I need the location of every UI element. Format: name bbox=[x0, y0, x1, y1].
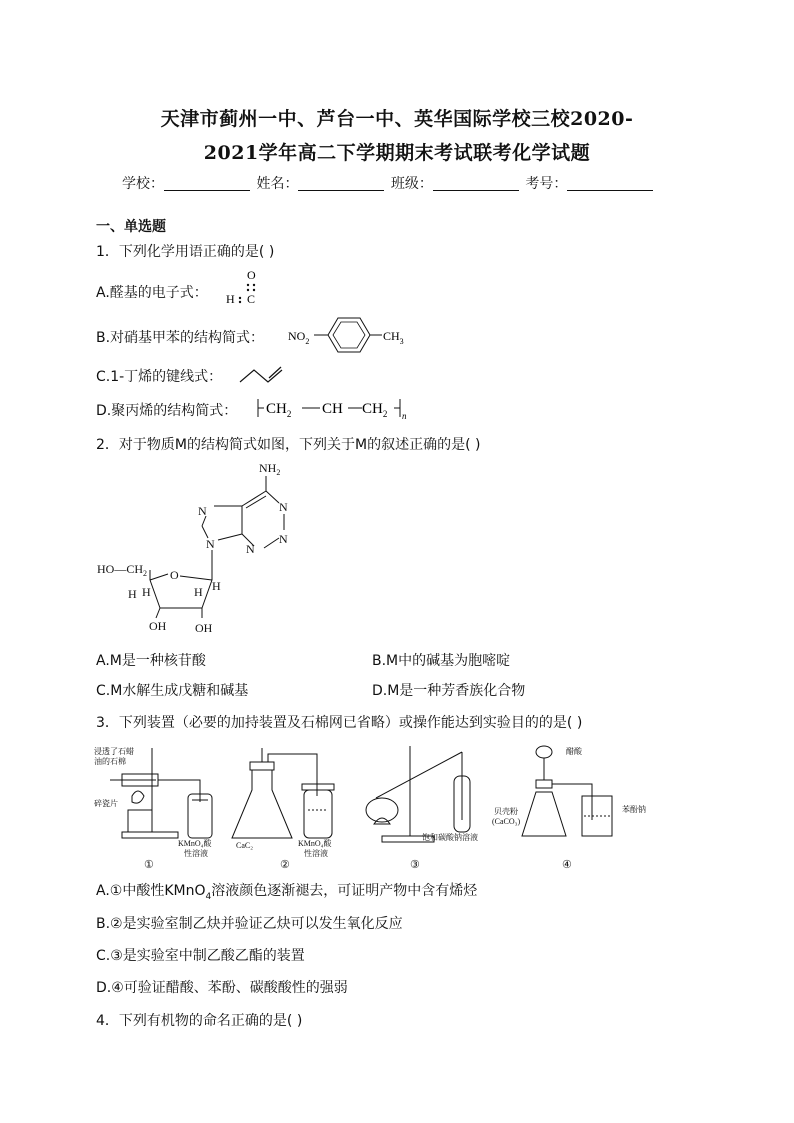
apparatus-label-1: ① bbox=[144, 859, 154, 871]
q3-option-a-pre: A.①中酸性KMnO bbox=[96, 883, 206, 899]
q1-stem: 1．下列化学用语正确的是( ) bbox=[96, 244, 275, 260]
paraffin-label-2: 油的石棉 bbox=[94, 757, 126, 766]
polymer-n: n bbox=[402, 411, 407, 421]
cac2-label: CaC₂ bbox=[236, 841, 254, 850]
number-label: 考号： bbox=[525, 176, 568, 192]
apparatus-label-4: ④ bbox=[562, 859, 572, 871]
q1-option-d[interactable]: D.聚丙烯的结构简式： bbox=[96, 403, 238, 419]
ch3-group: $CH_3$ bbox=[383, 329, 404, 346]
name-label: 姓名： bbox=[256, 176, 299, 192]
adenosine-structure bbox=[94, 458, 314, 640]
no2-group: $NO_2$ bbox=[288, 329, 310, 346]
oh-label-2: OH bbox=[195, 621, 213, 635]
acetic-label: 醋酸 bbox=[566, 747, 582, 756]
q1-option-c[interactable]: C.1-丁烯的键线式： bbox=[96, 369, 223, 385]
q3-option-a-sub: 4 bbox=[205, 891, 212, 902]
apparatus-label-2: ② bbox=[280, 859, 290, 871]
h-label-4: H bbox=[128, 587, 137, 601]
kmno4-label-1a: KMnO₄酸 bbox=[178, 839, 212, 848]
n3b-label: N bbox=[246, 542, 255, 556]
student-info-fields bbox=[122, 173, 655, 193]
shell-label-1: 贝壳粉 bbox=[494, 807, 518, 816]
h-label-2: H bbox=[194, 585, 203, 599]
shell-label-2: (CaCO₃) bbox=[492, 817, 521, 826]
school-label: 学校： bbox=[122, 176, 164, 192]
ring-o-label: O bbox=[170, 568, 179, 582]
polypropylene-formula bbox=[252, 395, 412, 423]
aldehyde-electron-formula bbox=[220, 266, 260, 308]
q2-option-b[interactable]: B.M中的碱基为胞嘧啶 bbox=[372, 653, 511, 669]
q1-option-b[interactable]: B.对硝基甲苯的结构简式： bbox=[96, 330, 265, 346]
q2-stem: 2．对于物质M的结构简式如图，下列关于M的叙述正确的是( ) bbox=[96, 437, 481, 453]
number-blank[interactable] bbox=[567, 176, 653, 191]
kmno4-label-1b: 性溶液 bbox=[184, 849, 208, 858]
kmno4-label-2a: KMnO₄酸 bbox=[298, 839, 332, 848]
n3-label: N bbox=[279, 532, 288, 546]
ch2-right: $CH_2$ bbox=[362, 401, 388, 419]
paraffin-label-1: 浸透了石蜡 bbox=[94, 747, 134, 756]
h-label-3: H bbox=[212, 579, 221, 593]
na2co3-label: 饱和碳酸钠溶液 bbox=[422, 833, 478, 842]
q3-stem: 3．下列装置（必要的加持装置及石棉网已省略）或操作能达到实验目的的是( ) bbox=[96, 715, 583, 731]
formula-c: C bbox=[247, 292, 256, 306]
q3-option-b[interactable]: B.②是实验室制乙炔并验证乙炔可以发生氧化反应 bbox=[96, 916, 403, 932]
nitrotoluene-structure bbox=[286, 314, 416, 354]
apparatus-label-3: ③ bbox=[410, 859, 420, 871]
q3-option-a-post: 溶液颜色逐渐褪去，可证明产物中含有烯烃 bbox=[211, 883, 478, 899]
q1-option-a[interactable]: A.醛基的电子式： bbox=[96, 285, 208, 301]
porcelain-label: 碎瓷片 bbox=[94, 799, 118, 808]
oh-label-1: OH bbox=[149, 619, 167, 633]
phenolate-label: 苯酚钠 bbox=[622, 805, 646, 814]
name-blank[interactable] bbox=[298, 176, 384, 191]
ho-ch2-label: $HO—CH_2$ bbox=[97, 562, 148, 578]
nh2-label: $NH_2$ bbox=[259, 461, 281, 477]
lab-apparatus-figure bbox=[92, 740, 662, 875]
school-blank[interactable] bbox=[164, 176, 250, 191]
ch2-left: $CH_2$ bbox=[266, 401, 292, 419]
n9-label: N bbox=[206, 537, 215, 551]
q2-option-a[interactable]: A.M是一种核苷酸 bbox=[96, 653, 206, 669]
butene-skeletal-formula bbox=[236, 362, 296, 388]
q2-option-c[interactable]: C.M水解生成戊糖和碱基 bbox=[96, 683, 249, 699]
h-label-1: H bbox=[142, 585, 151, 599]
q3-option-a[interactable] bbox=[96, 880, 477, 902]
class-label: 班级： bbox=[390, 176, 433, 192]
q3-option-c[interactable]: C.③是实验室中制乙酸乙酯的装置 bbox=[96, 948, 305, 964]
ch-center: CH bbox=[322, 401, 343, 417]
class-blank[interactable] bbox=[433, 176, 519, 191]
kmno4-label-2b: 性溶液 bbox=[304, 849, 328, 858]
n1-label: N bbox=[279, 500, 288, 514]
q4-stem: 4．下列有机物的命名正确的是( ) bbox=[96, 1013, 303, 1029]
q2-option-d[interactable]: D.M是一种芳香族化合物 bbox=[372, 683, 526, 699]
section-heading: 一、单选题 bbox=[96, 219, 166, 235]
formula-o: O bbox=[247, 268, 256, 282]
formula-h: H bbox=[226, 292, 235, 306]
n7-label: N bbox=[198, 504, 207, 518]
page-title-line2: 2021学年高二下学期期末考试联考化学试题 bbox=[203, 142, 591, 164]
page-title-line1: 天津市蓟州一中、芦台一中、英华国际学校三校2020- bbox=[160, 108, 634, 130]
q3-option-d[interactable]: D.④可验证醋酸、苯酚、碳酸酸性的强弱 bbox=[96, 980, 348, 996]
